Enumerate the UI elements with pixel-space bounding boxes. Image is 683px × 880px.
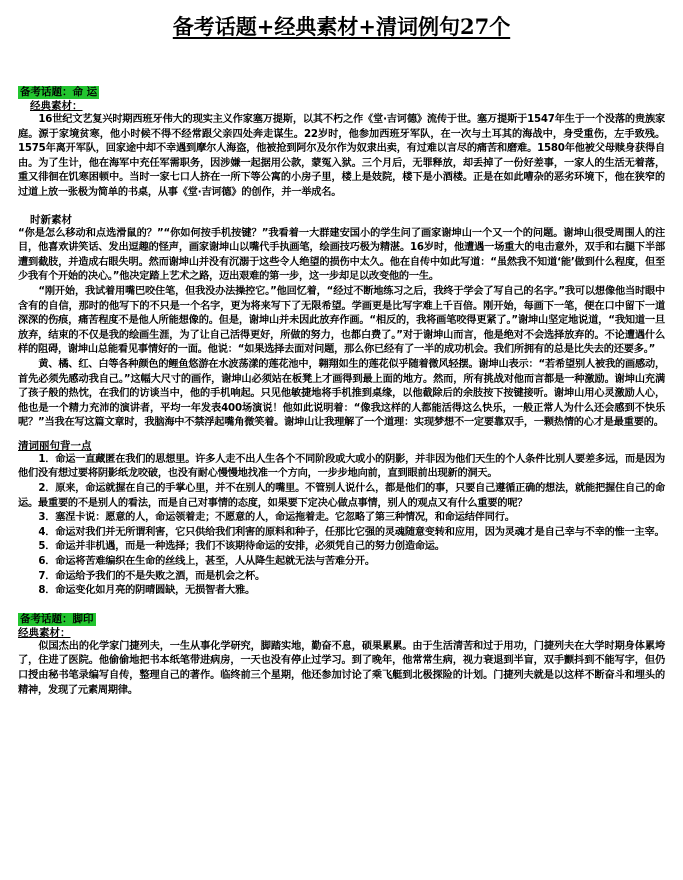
- phrases-section: [18, 439, 665, 599]
- classic-material-label: 经典素材：: [18, 626, 71, 639]
- phrase-item: 4．命运对我们并无所谓利害，它只供给我们利害的原料和种子，任那比它强的灵魂随意变转和应用，因为灵魂才是自己幸与不幸的惟一主宰。: [38, 526, 665, 538]
- phrase-item: 5．命运并非机遇，而是一种选择；我们不该期待命运的安排，必须凭自己的努力创造命运。: [38, 541, 445, 553]
- phrases-label: 清词丽句背一点: [18, 439, 92, 452]
- topic-fate-heading: 备考话题：命 运: [20, 86, 98, 98]
- phrase-item: 6．命运将苦难编织在生命的丝线上，甚至，人从降生起就无法与苦难分开。: [38, 556, 375, 568]
- document-title: 备考话题+经典素材+清词例句27个: [172, 14, 511, 39]
- mendeleev-paragraph: 似国杰出的化学家门捷列夫，一生从事化学研究，脚踏实地，勤奋不息，硕果累累。由于生活清苦和过于用功，门捷列夫在大学时期身体累垮了，住进了医院。他偷偷地把书本纸笔带进病房，一天也没有停止过学习。到了晚年，他常常生病，视力衰退到半盲，双手颤抖到不能写字，但仍口授由秘书笔录编写自传，整理自己的著作。临终前三个星期，他还参加讨论了乘飞艇到北极探险的计划。门捷列夫就是以这样不断奋斗和埋头的精神，发现了元素周期律。: [18, 640, 665, 696]
- classic-material-label: 经典素材：: [30, 100, 83, 112]
- topic-footprint-section: [18, 607, 665, 698]
- topic-fate-section: [18, 80, 665, 201]
- topic-footprint-heading: 备考话题：脚印: [20, 612, 94, 625]
- phrase-item: 8．命运变化如月亮的阴晴圆缺，无损智者大雅。: [38, 585, 256, 597]
- phrase-item: 7．命运给予我们的不是失败之酒，而是机会之杯。: [38, 570, 266, 582]
- phrase-item: 1．命运一直藏匿在我们的思想里。许多人走不出人生各个不同阶段或大或小的阴影，并非因为他们天生的个人条件比别人要差多远，而是因为他们没有想过要将阴影纸龙咬破，也没有耐心慢慢地找准一个方向，一步步地向前，直到眼前出现新的洞天。: [18, 453, 665, 480]
- cervantes-paragraph: 16世纪文艺复兴时期西班牙伟大的现实主义作家塞万提斯，以其不朽之作《堂·吉诃德》流传于世。塞万提斯于1547年生于一个没落的贵族家庭。源于家境贫寒，他小时候不得不经常跟父亲四处奔走谋生。22岁时，他参加西班牙军队，在一次与土耳其的海战中，身受重伤，左手致残。1575年离开军队，回家途中却不幸遇到摩尔人海盗，他被抢到阿尔及尔作为奴隶出卖，有过难以言尽的痛苦和磨难。1580年他被父母赎身获得自由。为了生计，他在海军中充任军需职务，因涉嫌一起据用公款，蒙冤入狱。三个月后，无罪释放，却丢掉了一份好差事，一家人的生活无着落，重又徘徊在饥寒困顿中。当时一家七口人挤在一所下等公寓的小房子里，楼上是妓院，楼下是小酒楼。正是在如此嘈杂的恶劣环境下，他在狭窄的过道上放一张极为简单的书桌，从事《堂·吉诃德》的创作，并一举成名。: [18, 114, 665, 198]
- phrase-item: 3．塞涅卡说：愿意的人，命运领着走；不愿意的人，命运拖着走。它忽略了第三种情况，和命运结伴同行。: [38, 512, 515, 524]
- news-material-section: [18, 213, 665, 431]
- news-paragraph: “你是怎么移动和点选滑鼠的？”“你如何按手机按键？”我看着一大群建安国小的学生问了画家谢坤山一个又一个的问题。谢坤山很受周围人的注目，他喜欢讲笑话、发出逗趣的怪声，画家谢坤山以嘴代手执画笔，绘画技巧极为精湛。16岁时，他遭遇一场重大的电击意外，双手和右腿下半部遭到截肢，并造成右眼失明。然而谢坤山并没有沉溺于这些令人绝望的损伤中太久。他在自传中如此写道：“虽然我不知道‘能’做到什么程度，但至少我有个开始的决心。”他决定踏上艺术之路，迈出艰难的第一步，这一步却足以改变他的一生。: [18, 227, 665, 283]
- news-material-label: 时新素材: [30, 213, 72, 226]
- news-paragraph: “刚开始，我试着用嘴巴咬住笔，但我没办法操控它。”他回忆着，“经过不断地练习之后，我终于学会了写自己的名字。”我可以想像他当时眼中含有的自信，那时的他写下的不只是一个名字，更为将来写下了无限希望。学画更是比写字难上千百倍。刚开始，每画下一笔，便在口中留下一道深深的伤痕，痛苦程度不是他人所能想像的。但是，谢坤山并未因此放弃作画。“相反的，我将画笔咬得更紧了。”谢坤山坚定地说道，“我知道一旦放弃，结束的不仅是我的绘画生涯，为了让自己活得更好，所做的努力，也都白费了。”对于谢坤山而言，他是绝对不会选择放弃的。不论遭遇什么样的阻碍，谢坤山总能看见事情好的一面。他说：“如果选择去面对问题，那么你已经有了一半的成功机会。我们所拥有的总是比失去的还要多。”: [18, 285, 665, 356]
- phrase-item: 2．原来，命运就握在自己的手掌心里，并不在别人的嘴里。不管别人说什么，都是他们的事，只要自己遵循正确的想法，就能把握住自己的命运。最重要的不是别人的看法，而是自己对事情的态度，如果要下定决心做点事情，别人的观点又有什么重要的呢？: [18, 483, 665, 509]
- news-paragraph: 黄、橘、红、白等各种颜色的鲤鱼悠游在水波荡漾的莲花池中，翱翔如生的莲花似乎随着微风轻摆。谢坤山表示：“若希望别人被我的画感动，首先必须先感动我自己。”这幅大尺寸的画作，谢坤山必须站在板凳上才画得到最上面的地方。然而，所有挑战对他而言都是一种激励。谢坤山充满了孩子般的热忱，在我们的访谈当中，他的手机响起。只见他敏捷地将手机推到桌缘，以他截除后的余肢按下按键接听。谢坤山用心灵激励人心，他也是一个精力充沛的演讲者，平均一年发表400场演说！他如此说明着：“像我这样的人都能活得这么快乐，一般正常人为什么还会感到不快乐呢？”当我在写这篇文章时，我脑海中不禁浮起嘴角微笑着。谢坤山让我理解了一个道理：实现梦想不一定要靠双手，一颗热情的心才是最重要的。: [18, 358, 665, 429]
